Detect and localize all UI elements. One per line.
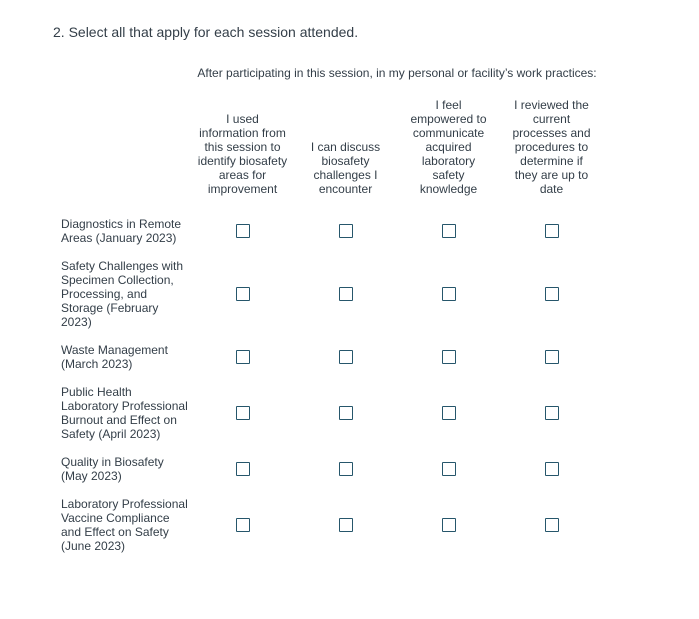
column-header-label: I can discuss biosafety challenges I encounter <box>310 140 381 196</box>
column-header-label: I feel empowered to communicate acquired laboratory safety knowledge <box>410 98 487 196</box>
matrix-group-header: After participating in this session, in my personal or facility’s work practices: <box>197 66 597 80</box>
matrix-cell <box>397 378 500 448</box>
matrix-cell <box>294 448 397 490</box>
column-header-communicate-knowledge <box>397 98 500 210</box>
matrix-corner <box>55 98 191 210</box>
checkbox[interactable] <box>545 462 559 476</box>
matrix-cell <box>500 210 603 252</box>
row-label: Waste Management (March 2023) <box>61 343 168 371</box>
column-header-label: I used information from this session to identify biosafety areas for improvement <box>197 112 288 196</box>
row-label: Public Health Laboratory Professional Burnout and Effect on Safety (April 2023) <box>61 385 188 441</box>
checkbox[interactable] <box>442 406 456 420</box>
matrix-cell <box>191 490 294 560</box>
checkbox[interactable] <box>442 224 456 238</box>
matrix-cell <box>500 490 603 560</box>
checkbox[interactable] <box>339 350 353 364</box>
checkbox[interactable] <box>545 350 559 364</box>
matrix-cell <box>294 378 397 448</box>
checkbox[interactable] <box>442 518 456 532</box>
checkbox[interactable] <box>236 350 250 364</box>
checkbox[interactable] <box>236 462 250 476</box>
matrix-row-waste-management <box>55 336 603 378</box>
checkbox[interactable] <box>442 350 456 364</box>
checkbox[interactable] <box>339 406 353 420</box>
checkbox[interactable] <box>545 406 559 420</box>
matrix-cell <box>294 210 397 252</box>
matrix-cell <box>294 336 397 378</box>
checkbox[interactable] <box>545 518 559 532</box>
matrix-cell <box>294 252 397 336</box>
matrix-row-burnout <box>55 378 603 448</box>
checkbox[interactable] <box>236 406 250 420</box>
matrix-row-diagnostics <box>55 210 603 252</box>
matrix-cell <box>294 490 397 560</box>
matrix-cell <box>397 448 500 490</box>
matrix-row-specimen-safety <box>55 252 603 336</box>
row-label: Laboratory Professional Vaccine Compliance and Effect on Safety (June 2023) <box>61 497 188 553</box>
matrix-cell <box>191 378 294 448</box>
question-title: 2. Select all that apply for each session attended. <box>53 24 359 40</box>
checkbox[interactable] <box>442 462 456 476</box>
matrix-cell <box>397 336 500 378</box>
matrix-corner <box>55 64 191 98</box>
matrix-cell <box>500 252 603 336</box>
matrix-row-quality <box>55 448 603 490</box>
checkbox[interactable] <box>339 224 353 238</box>
row-label: Quality in Biosafety (May 2023) <box>61 455 164 483</box>
matrix-cell <box>191 252 294 336</box>
matrix-row-vaccine-compliance <box>55 490 603 560</box>
checkbox[interactable] <box>236 287 250 301</box>
matrix-cell <box>500 448 603 490</box>
column-header-label: I reviewed the current processes and procedures to determine if they are up to date <box>512 98 591 196</box>
matrix-cell <box>500 378 603 448</box>
matrix-cell <box>397 252 500 336</box>
matrix-cell <box>500 336 603 378</box>
column-header-identify-areas <box>191 98 294 210</box>
checkbox[interactable] <box>545 224 559 238</box>
checkbox[interactable] <box>442 287 456 301</box>
row-label: Diagnostics in Remote Areas (January 2023) <box>61 217 182 245</box>
checkbox[interactable] <box>339 462 353 476</box>
matrix-cell <box>191 336 294 378</box>
matrix-cell <box>191 448 294 490</box>
checkbox[interactable] <box>545 287 559 301</box>
checkbox[interactable] <box>236 224 250 238</box>
column-header-discuss-challenges <box>294 98 397 210</box>
checkbox[interactable] <box>339 518 353 532</box>
matrix-cell <box>191 210 294 252</box>
session-matrix <box>55 64 603 560</box>
checkbox[interactable] <box>236 518 250 532</box>
checkbox[interactable] <box>339 287 353 301</box>
row-label: Safety Challenges with Specimen Collection, Processing, and Storage (February 2023) <box>61 259 184 329</box>
column-header-review-processes <box>500 98 603 210</box>
matrix-cell <box>397 210 500 252</box>
matrix-cell <box>397 490 500 560</box>
